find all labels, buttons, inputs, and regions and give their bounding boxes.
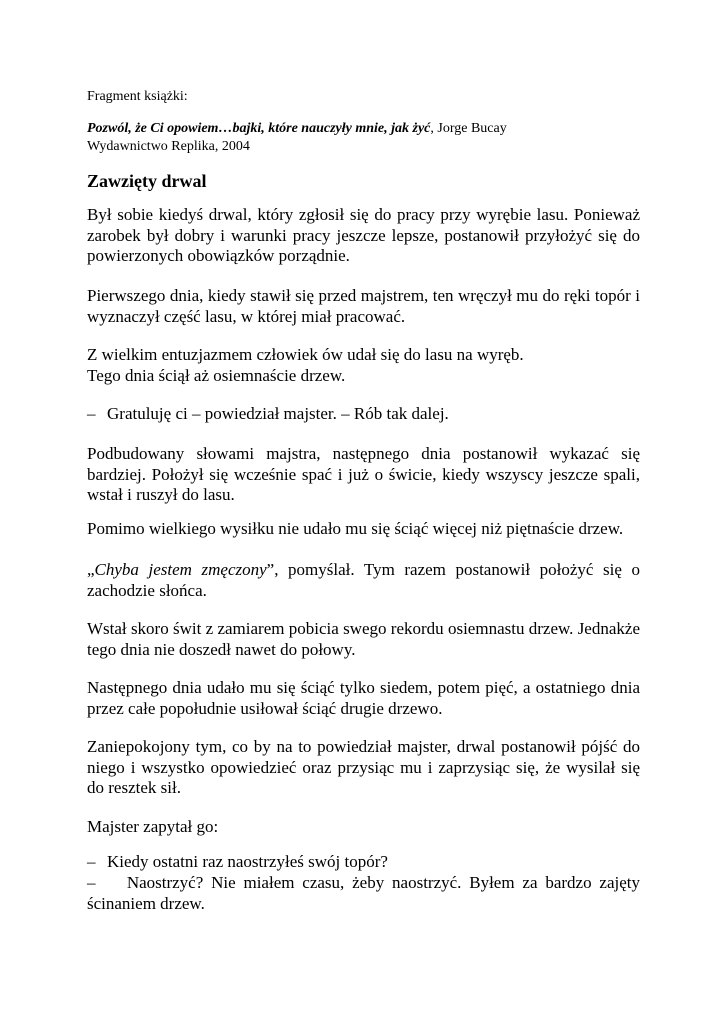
dialogue-dash: – (87, 404, 96, 423)
dialogue-line-1 (87, 852, 640, 873)
dialogue-line-1-text: Kiedy ostatni raz naostrzyłeś swój topór? (107, 852, 388, 871)
dialogue-line-2 (87, 873, 640, 914)
paragraph-7-rest: ”, pomyślał. Tym razem postanowił położyć się o zachodzie słońca. (87, 560, 640, 600)
paragraph-7 (87, 560, 640, 601)
source-label: Fragment książki: (87, 89, 188, 104)
dialogue-dash: – (87, 873, 96, 892)
paragraph-3-line-2: Tego dnia ściął aż osiemnaście drzew. (87, 365, 346, 385)
paragraph-9: Następnego dnia udało mu się ściąć tylko siedem, potem pięć, a ostatniego dnia przez całe popołudnie usiłował ściąć drugie drzewo. (87, 678, 640, 718)
dialogue-dash: – (87, 852, 96, 871)
thought-quote: Chyba jestem zmęczony (94, 560, 267, 579)
citation-title-line (87, 120, 507, 138)
open-quote: „ (87, 560, 95, 579)
paragraph-1: Był sobie kiedyś drwal, który zgłosił się do pracy przy wyrębie lasu. Ponieważ zarobek był dobry i warunki pracy jeszcze lepsze, postanowił przyłożyć się do powierzonych obowiązków porządnie. (87, 205, 640, 265)
book-author: , Jorge Bucay (430, 121, 507, 136)
paragraph-4-text: Gratuluję ci – powiedział majster. – Rób tak dalej. (107, 404, 449, 423)
paragraph-4 (87, 404, 640, 425)
paragraph-11: Majster zapytał go: (87, 817, 219, 836)
book-title: Pozwól, że Ci opowiem…bajki, które nauczyły mnie, jak żyć (87, 121, 431, 136)
dialogue-line-2-text: Naostrzyć? Nie miałem czasu, żeby naostrzyć. Byłem za bardzo zajęty ścinaniem drzew. (87, 873, 640, 913)
paragraph-8: Wstał skoro świt z zamiarem pobicia swego rekordu osiemnastu drzew. Jednakże tego dnia nie doszedł nawet do połowy. (87, 619, 640, 659)
book-citation (87, 120, 507, 156)
paragraph-3 (87, 345, 640, 386)
paragraph-3-line-1: Z wielkim entuzjazmem człowiek ów udał się do lasu na wyręb. (87, 345, 524, 364)
paragraph-2: Pierwszego dnia, kiedy stawił się przed majstrem, ten wręczył mu do ręki topór i wyznaczył część lasu, w której miał pracować. (87, 286, 640, 326)
paragraph-6: Pomimo wielkiego wysiłku nie udało mu się ściąć więcej niż piętnaście drzew. (87, 519, 624, 538)
story-heading: Zawzięty drwal (87, 171, 207, 191)
paragraph-10: Zaniepokojony tym, co by na to powiedział majster, drwal postanowił pójść do niego i wszystko opowiedzieć oraz przysiąc mu i zaprzysiąc się, że wysilał się do resztek sił. (87, 737, 640, 797)
paragraph-5: Podbudowany słowami majstra, następnego dnia postanowił wykazać się bardziej. Położył się wcześnie spać i już o świcie, kiedy wszyscy jeszcze spali, wstał i ruszył do lasu. (87, 444, 640, 504)
book-publisher: Wydawnictwo Replika, 2004 (87, 139, 250, 154)
